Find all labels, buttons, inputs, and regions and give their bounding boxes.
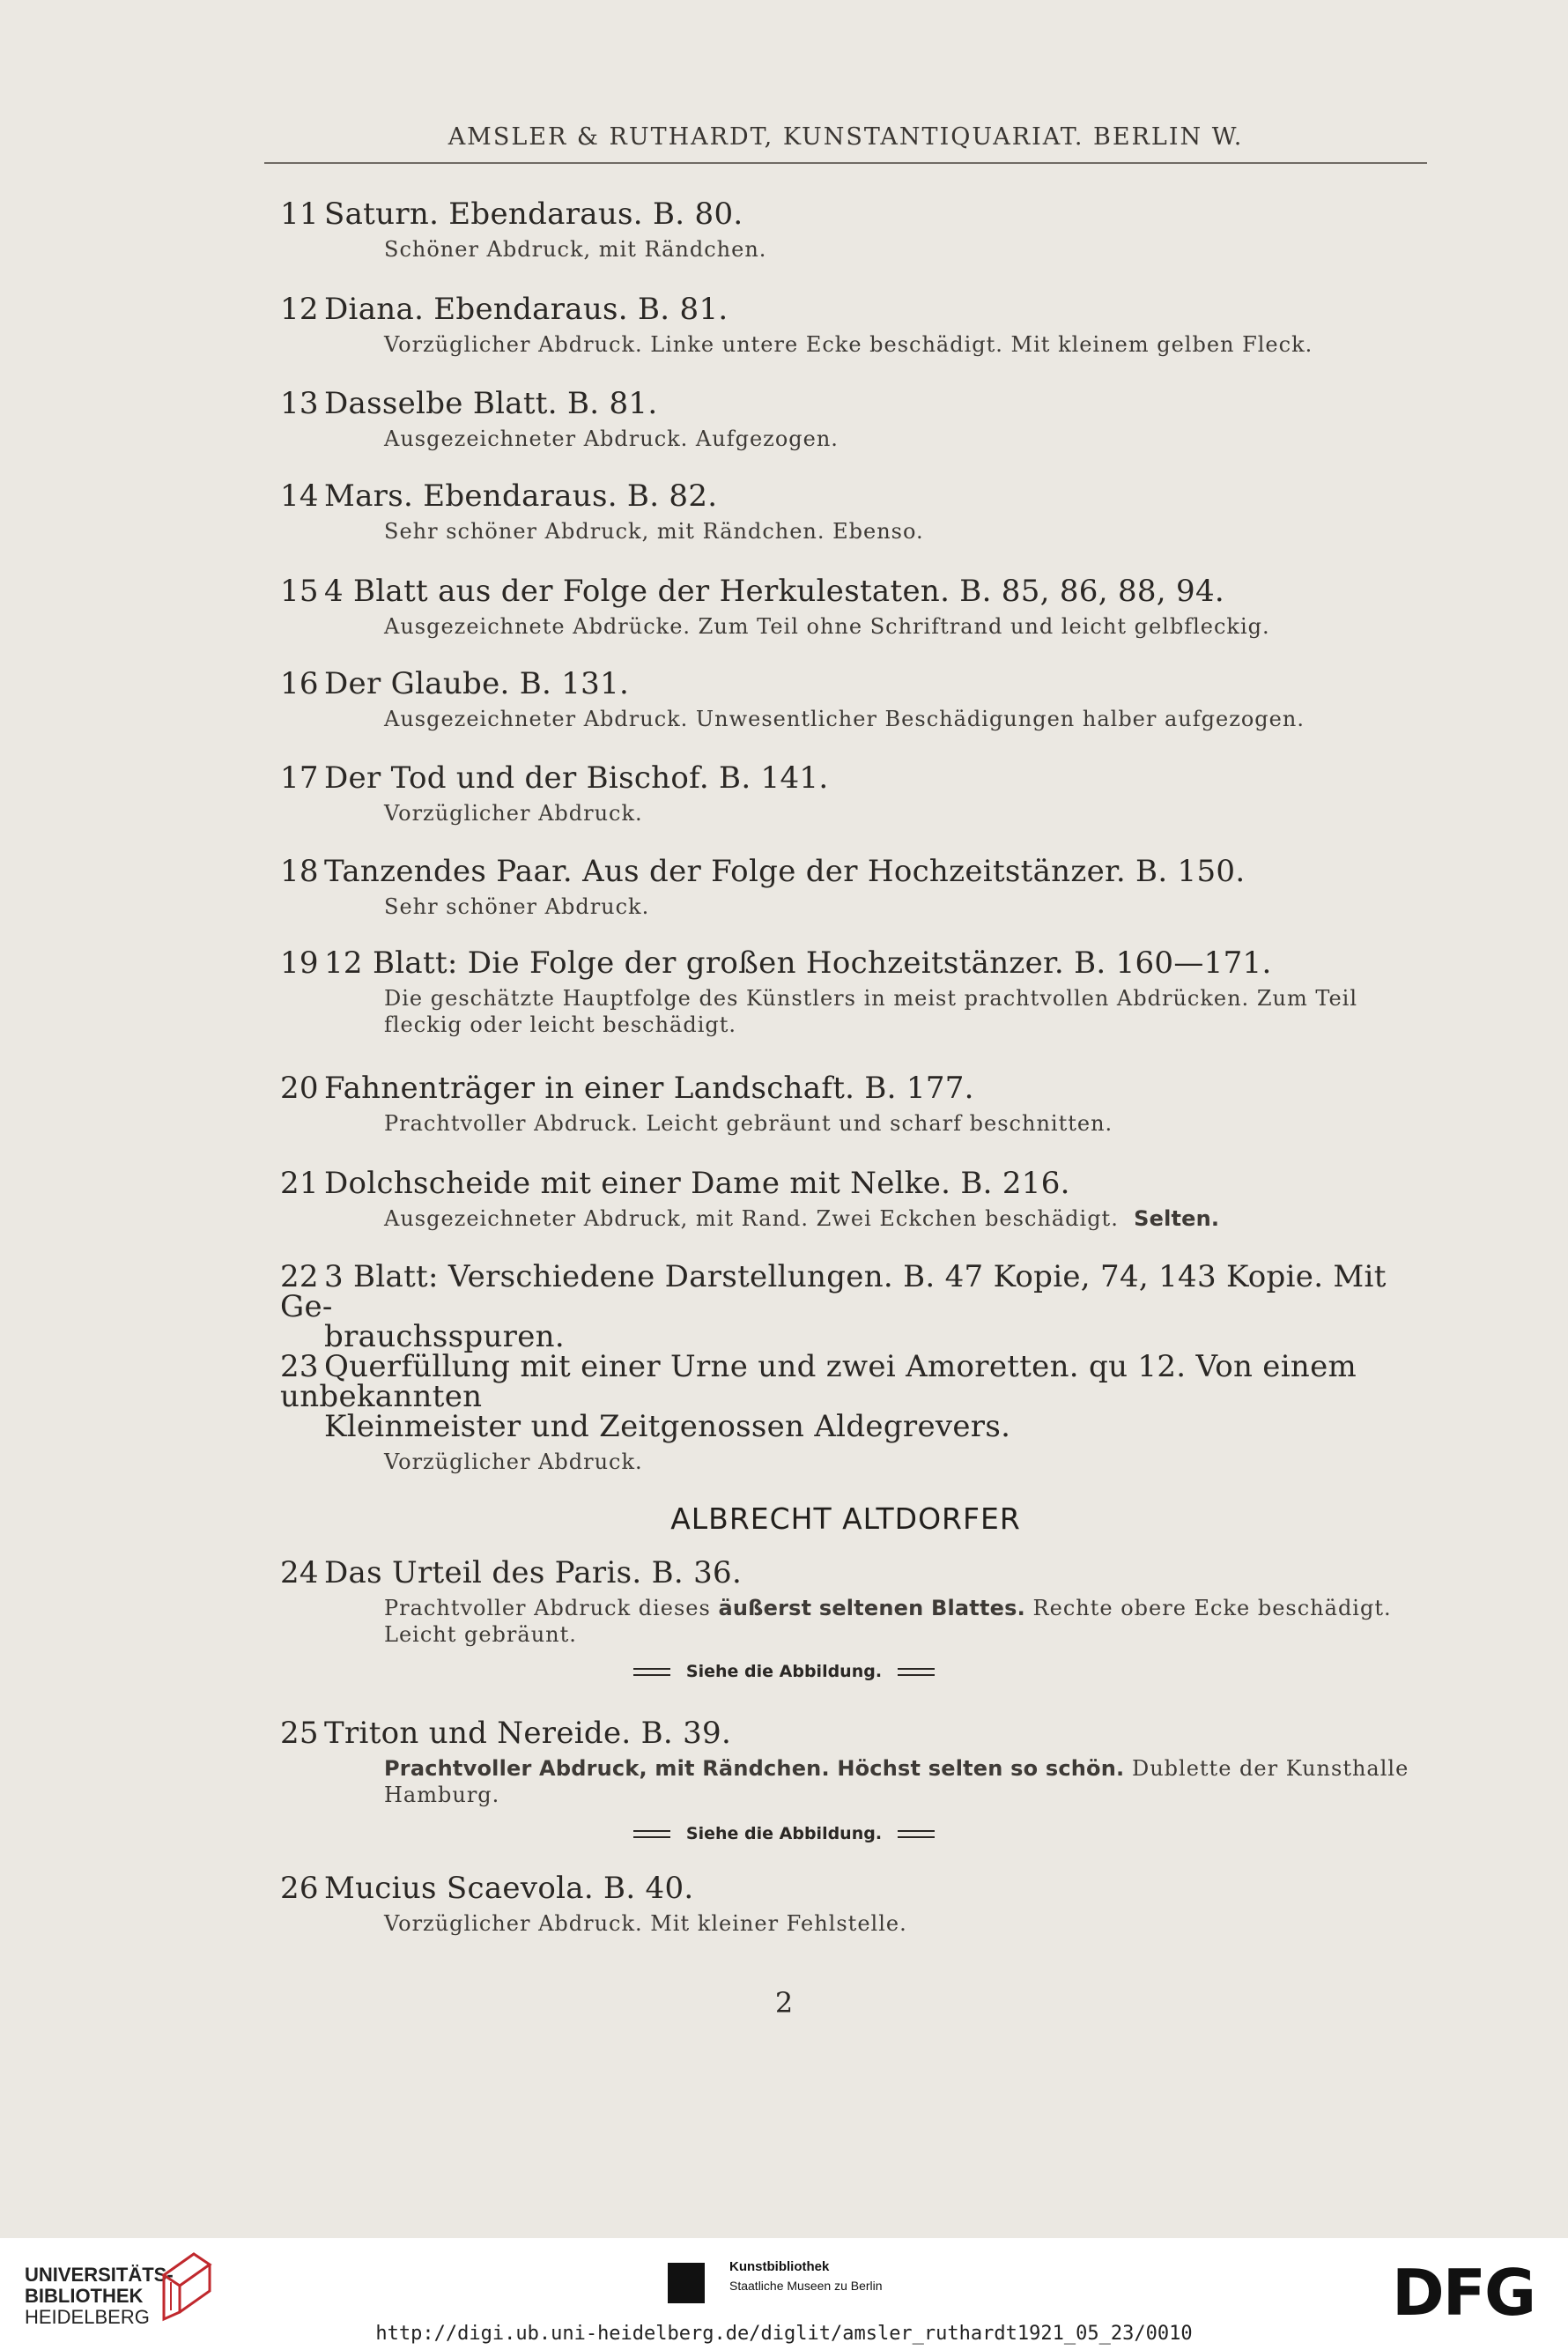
entry-title — [280, 574, 1425, 609]
entry-title-text: Fahnenträger in einer Landschaft. B. 177. — [324, 1071, 974, 1106]
entry-description-text: Rechte obere Ecke beschädigt. Leicht gebräunt. — [384, 1596, 1392, 1647]
catalogue-entry — [280, 1073, 1425, 1137]
ub-heidelberg-logo — [25, 2265, 174, 2328]
entry-title-continuation: Kleinmeister und Zeitgenossen Aldegrevers. — [324, 1409, 1011, 1444]
catalogue-entry — [280, 386, 1425, 452]
entry-title-text: Der Tod und der Bischof. B. 141. — [324, 760, 829, 796]
entry-number: 26 — [280, 1871, 319, 1906]
entry-title-text: Triton und Nereide. B. 39. — [324, 1716, 732, 1751]
entry-title — [280, 1259, 1425, 1354]
figure-reference — [0, 1824, 1568, 1843]
entry-number: 20 — [280, 1071, 319, 1106]
entry-title-text: 12 Blatt: Die Folge der großen Hochzeitstänzer. B. 160—171. — [324, 945, 1272, 981]
running-head: AMSLER & RUTHARDT, KUNSTANTIQUARIAT. BERLIN W. — [447, 123, 1244, 151]
entry-description-emphasis: Selten. — [1134, 1206, 1220, 1231]
entry-title — [280, 666, 1425, 701]
ub-logo-line: HEIDELBERG — [25, 2306, 150, 2328]
entry-description: Vorzüglicher Abdruck. — [384, 801, 643, 826]
entry-title-text: Dolchscheide mit einer Dame mit Nelke. B. 216. — [324, 1166, 1070, 1201]
entry-description: Ausgezeichneter Abdruck. Unwesentlicher Beschädigungen halber aufgezogen. — [384, 707, 1305, 731]
entry-title — [280, 1871, 1425, 1906]
ub-logo-line: BIBLIOTHEK — [25, 2285, 144, 2307]
entry-number: 13 — [280, 386, 319, 421]
entry-number: 24 — [280, 1555, 319, 1590]
entry-number: 22 — [280, 1259, 319, 1294]
entry-title-text: 3 Blatt: Verschiedene Darstellungen. B. 47 Kopie, 74, 143 Kopie. Mit Ge- — [280, 1259, 1387, 1324]
entry-number: 23 — [280, 1349, 319, 1384]
entry-title — [280, 1555, 1425, 1590]
entry-number: 14 — [280, 478, 319, 514]
catalogue-entry — [280, 1873, 1425, 1937]
entry-number: 16 — [280, 666, 319, 701]
entry-title — [280, 1166, 1425, 1201]
entry-description: Vorzüglicher Abdruck. — [384, 1449, 643, 1474]
entry-description-text: Ausgezeichneter Abdruck, mit Rand. Zwei Eckchen beschädigt. — [384, 1206, 1119, 1231]
entry-title — [280, 478, 1425, 514]
entry-number: 17 — [280, 760, 319, 796]
ub-logo-line: UNIVERSITÄTS- — [25, 2264, 174, 2286]
entry-title — [280, 1071, 1425, 1106]
entry-number: 18 — [280, 854, 319, 889]
catalogue-entry — [280, 1718, 1425, 1808]
entry-title — [280, 1716, 1425, 1751]
entry-title — [280, 760, 1425, 796]
header-rule — [264, 162, 1427, 164]
double-rule — [898, 1830, 935, 1838]
kunstbibliothek-subtitle: Staatliche Museen zu Berlin — [729, 2279, 883, 2293]
entry-title — [280, 292, 1425, 327]
entry-title — [280, 196, 1425, 232]
entry-description: Vorzüglicher Abdruck. Linke untere Ecke beschädigt. Mit kleinem gelben Fleck. — [384, 332, 1313, 357]
entry-title-text: Der Glaube. B. 131. — [324, 666, 630, 701]
entry-number: 25 — [280, 1716, 319, 1751]
figure-reference-text: Siehe die Abbildung. — [685, 1662, 883, 1681]
entry-number: 19 — [280, 945, 319, 981]
entry-number: 21 — [280, 1166, 319, 1201]
catalogue-entry — [280, 1168, 1425, 1232]
entry-number: 15 — [280, 574, 319, 609]
catalogue-entry — [280, 1555, 1425, 1648]
entry-description: Vorzüglicher Abdruck. Mit kleiner Fehlstelle. — [384, 1911, 907, 1936]
entry-title-text: Das Urteil des Paris. B. 36. — [324, 1555, 743, 1590]
figure-reference-text: Siehe die Abbildung. — [685, 1824, 883, 1843]
catalogue-entry — [280, 1349, 1425, 1475]
entry-title-text: Diana. Ebendaraus. B. 81. — [324, 292, 729, 327]
entry-title — [280, 1349, 1425, 1444]
figure-reference — [0, 1662, 1568, 1681]
double-rule — [633, 1668, 670, 1676]
page-number: 2 — [774, 1986, 794, 2020]
entry-title — [280, 854, 1425, 889]
catalogue-entry — [280, 196, 1425, 263]
catalogue-entry — [280, 294, 1425, 358]
entry-description-emphasis: äußerst seltenen Blattes. — [718, 1596, 1025, 1620]
kunstbibliothek-name: Kunstbibliothek — [729, 2259, 830, 2274]
entry-title-text: Mars. Ebendaraus. B. 82. — [324, 478, 718, 514]
catalogue-entry — [280, 478, 1425, 545]
catalogue-entry — [280, 1259, 1425, 1354]
double-rule — [898, 1668, 935, 1676]
permalink-url[interactable]: http://digi.ub.uni-heidelberg.de/diglit/amsler_ruthardt1921_05_23/0010 — [375, 2323, 1193, 2345]
catalogue-entry — [280, 856, 1425, 920]
entry-description: Ausgezeichneter Abdruck. Aufgezogen. — [384, 426, 839, 451]
entry-title-text: Querfüllung mit einer Urne und zwei Amoretten. qu 12. Von einem unbekannten — [280, 1349, 1357, 1414]
catalogue-entry — [280, 576, 1425, 640]
digitization-footer — [0, 2238, 1568, 2350]
catalogue-entry — [280, 666, 1425, 732]
entry-description: Sehr schöner Abdruck, mit Rändchen. Ebenso. — [384, 519, 924, 544]
entry-number: 11 — [280, 196, 319, 232]
kunstbibliothek-logo — [668, 2256, 950, 2317]
entry-description — [384, 1595, 1425, 1648]
ub-emblem-icon — [159, 2249, 215, 2324]
entry-number: 12 — [280, 292, 319, 327]
entry-description — [384, 1755, 1425, 1808]
entry-description: Schöner Abdruck, mit Rändchen. — [384, 237, 767, 262]
entry-description-emphasis: Prachtvoller Abdruck, mit Rändchen. Höchst selten so schön. — [384, 1756, 1125, 1781]
catalogue-entry — [280, 760, 1425, 827]
entry-description: Die geschätzte Hauptfolge des Künstlers in meist prachtvollen Abdrücken. Zum Teil fleckig oder leicht beschädigt. — [384, 986, 1358, 1037]
entry-title-text: Dasselbe Blatt. B. 81. — [324, 386, 658, 421]
double-rule — [633, 1830, 670, 1838]
entry-title-text: Saturn. Ebendaraus. B. 80. — [324, 196, 743, 232]
catalogue-entry — [280, 945, 1425, 1038]
entry-title — [280, 945, 1425, 981]
entry-title-text: Tanzendes Paar. Aus der Folge der Hochzeitstänzer. B. 150. — [324, 854, 1246, 889]
entry-description: Ausgezeichnete Abdrücke. Zum Teil ohne Schriftrand und leicht gelbfleckig. — [384, 614, 1270, 639]
entry-title-text: Mucius Scaevola. B. 40. — [324, 1871, 694, 1906]
dfg-logo: DFG — [1392, 2256, 1535, 2330]
entry-description-text: Prachtvoller Abdruck dieses — [384, 1596, 711, 1620]
section-heading: ALBRECHT ALTDORFER — [670, 1501, 1021, 1536]
entry-title-text: 4 Blatt aus der Folge der Herkulestaten. B. 85, 86, 88, 94. — [324, 574, 1224, 609]
entry-description-text: Dublette der Kunsthalle Hamburg. — [384, 1756, 1409, 1807]
entry-description: Prachtvoller Abdruck. Leicht gebräunt und scharf beschnitten. — [384, 1111, 1113, 1136]
entry-title-continuation: brauchsspuren. — [324, 1319, 565, 1354]
entry-title — [280, 386, 1425, 421]
entry-description: Sehr schöner Abdruck. — [384, 894, 650, 919]
kunstbibliothek-mark-icon — [668, 2263, 705, 2303]
entry-description — [384, 1205, 1425, 1232]
